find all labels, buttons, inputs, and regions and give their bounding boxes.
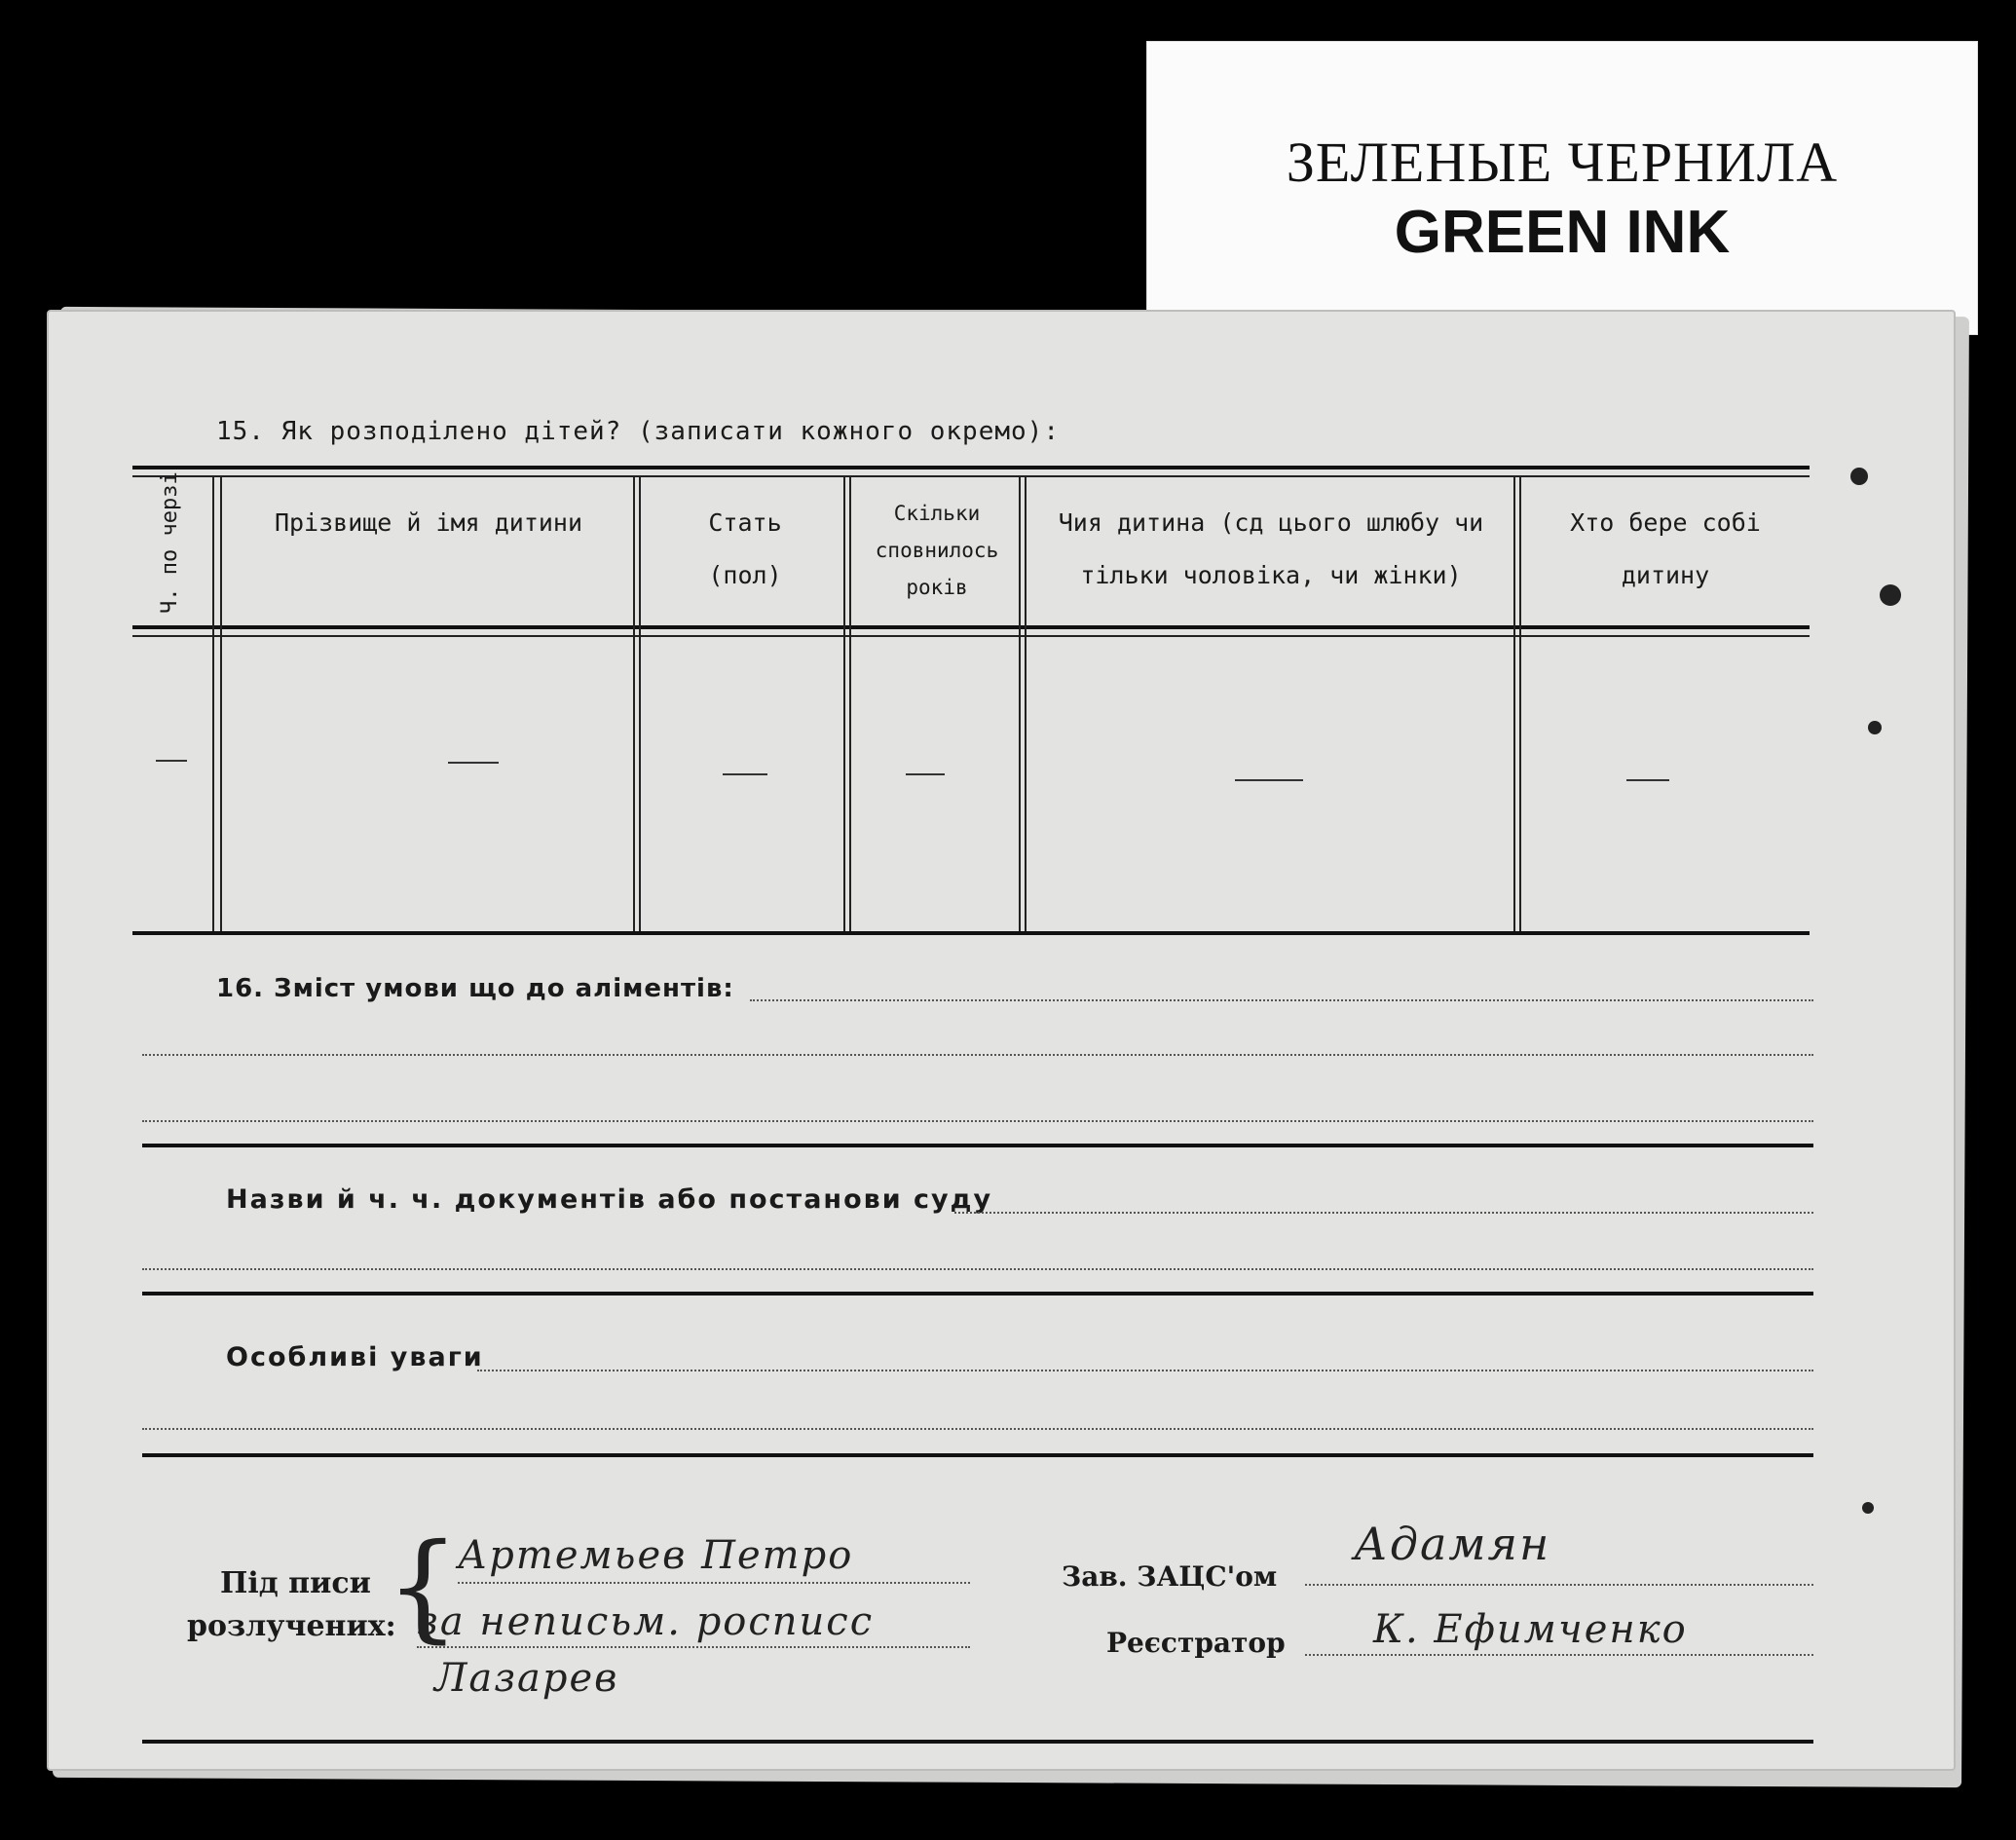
- section-rule: [142, 1453, 1813, 1457]
- punch-hole: [1868, 721, 1882, 734]
- label-english: GREEN INK: [1394, 199, 1731, 266]
- col-divider: [849, 477, 851, 931]
- dotted-line: [142, 1268, 1813, 1270]
- form-sheet: [47, 310, 1956, 1771]
- dotted-line: [417, 1646, 970, 1648]
- empty-cell-dash: [1235, 779, 1303, 781]
- empty-cell-dash: [156, 760, 187, 762]
- header-child-name: Прізвище й імя дитини: [274, 508, 583, 537]
- archive-label-card: [1146, 41, 1978, 335]
- table-header-rule-2: [132, 635, 1810, 637]
- head-of-office-label: Зав. ЗАЦС'ом: [1062, 1560, 1278, 1593]
- col-divider: [843, 477, 845, 931]
- table-top-rule-2: [132, 475, 1810, 477]
- handwritten-signature-1: Артемьев Петро: [458, 1533, 854, 1578]
- col-divider: [212, 477, 214, 931]
- dotted-line: [750, 999, 1813, 1001]
- col-divider: [1019, 477, 1021, 931]
- col-divider: [633, 477, 635, 931]
- empty-cell-dash: [1626, 779, 1669, 781]
- handwritten-signature-2: за неписьм. росписс: [417, 1599, 875, 1644]
- signatures-label-line1: Під писи: [220, 1566, 371, 1600]
- empty-cell-dash: [906, 773, 945, 775]
- registrar-label: Реєстратор: [1106, 1627, 1286, 1659]
- handwritten-signature-3: Лазарев: [434, 1656, 619, 1701]
- header-whose-child: Чия дитина (сд цього шлюбу чи тільки чоловіка, чи жінки): [1058, 508, 1484, 589]
- punch-hole: [1862, 1502, 1874, 1514]
- col-divider: [1513, 477, 1515, 931]
- col-divider: [220, 477, 222, 931]
- header-sex: Стать (пол): [708, 508, 782, 589]
- empty-cell-dash: [723, 773, 767, 775]
- header-age: Скільки сповнилось років: [875, 502, 999, 599]
- signatures-label-line2: розлучених:: [187, 1609, 396, 1643]
- dotted-line: [142, 1054, 1813, 1056]
- section-rule: [142, 1292, 1813, 1296]
- section-rule: [142, 1144, 1813, 1147]
- dotted-line: [954, 1212, 1813, 1214]
- label-russian: ЗЕЛЕНЫЕ ЧЕРНИЛА: [1286, 131, 1839, 194]
- empty-cell-dash: [448, 762, 499, 764]
- dotted-line: [142, 1120, 1813, 1122]
- bottom-rule: [142, 1740, 1813, 1744]
- dotted-line: [458, 1582, 970, 1584]
- dotted-line: [142, 1428, 1813, 1430]
- header-order-number: Ч. по черзі: [158, 471, 182, 614]
- question-16: 16. Зміст умови що до аліментів:: [216, 974, 734, 1003]
- head-of-office-signature: Адамян: [1354, 1518, 1551, 1570]
- registrar-signature: К. Ефимченко: [1373, 1607, 1688, 1652]
- question-15: 15. Як розподілено дітей? (записати кожного окремо):: [216, 417, 1060, 446]
- punch-hole: [1850, 468, 1868, 485]
- col-divider: [639, 477, 641, 931]
- dotted-line: [1305, 1654, 1813, 1656]
- header-who-takes: Хто бере собі дитину: [1570, 508, 1761, 589]
- table-header-rule: [132, 625, 1810, 629]
- table-top-rule: [132, 466, 1810, 469]
- dotted-line: [1305, 1584, 1813, 1586]
- table-bottom-rule: [132, 931, 1810, 935]
- col-divider: [1025, 477, 1027, 931]
- dotted-line: [477, 1370, 1813, 1371]
- punch-hole: [1880, 584, 1901, 606]
- brace-glyph: {: [386, 1520, 461, 1655]
- special-notes-label: Особливі уваги: [226, 1342, 484, 1372]
- col-divider: [1519, 477, 1521, 931]
- documents-label: Назви й ч. ч. документів або постанови суду: [226, 1184, 993, 1215]
